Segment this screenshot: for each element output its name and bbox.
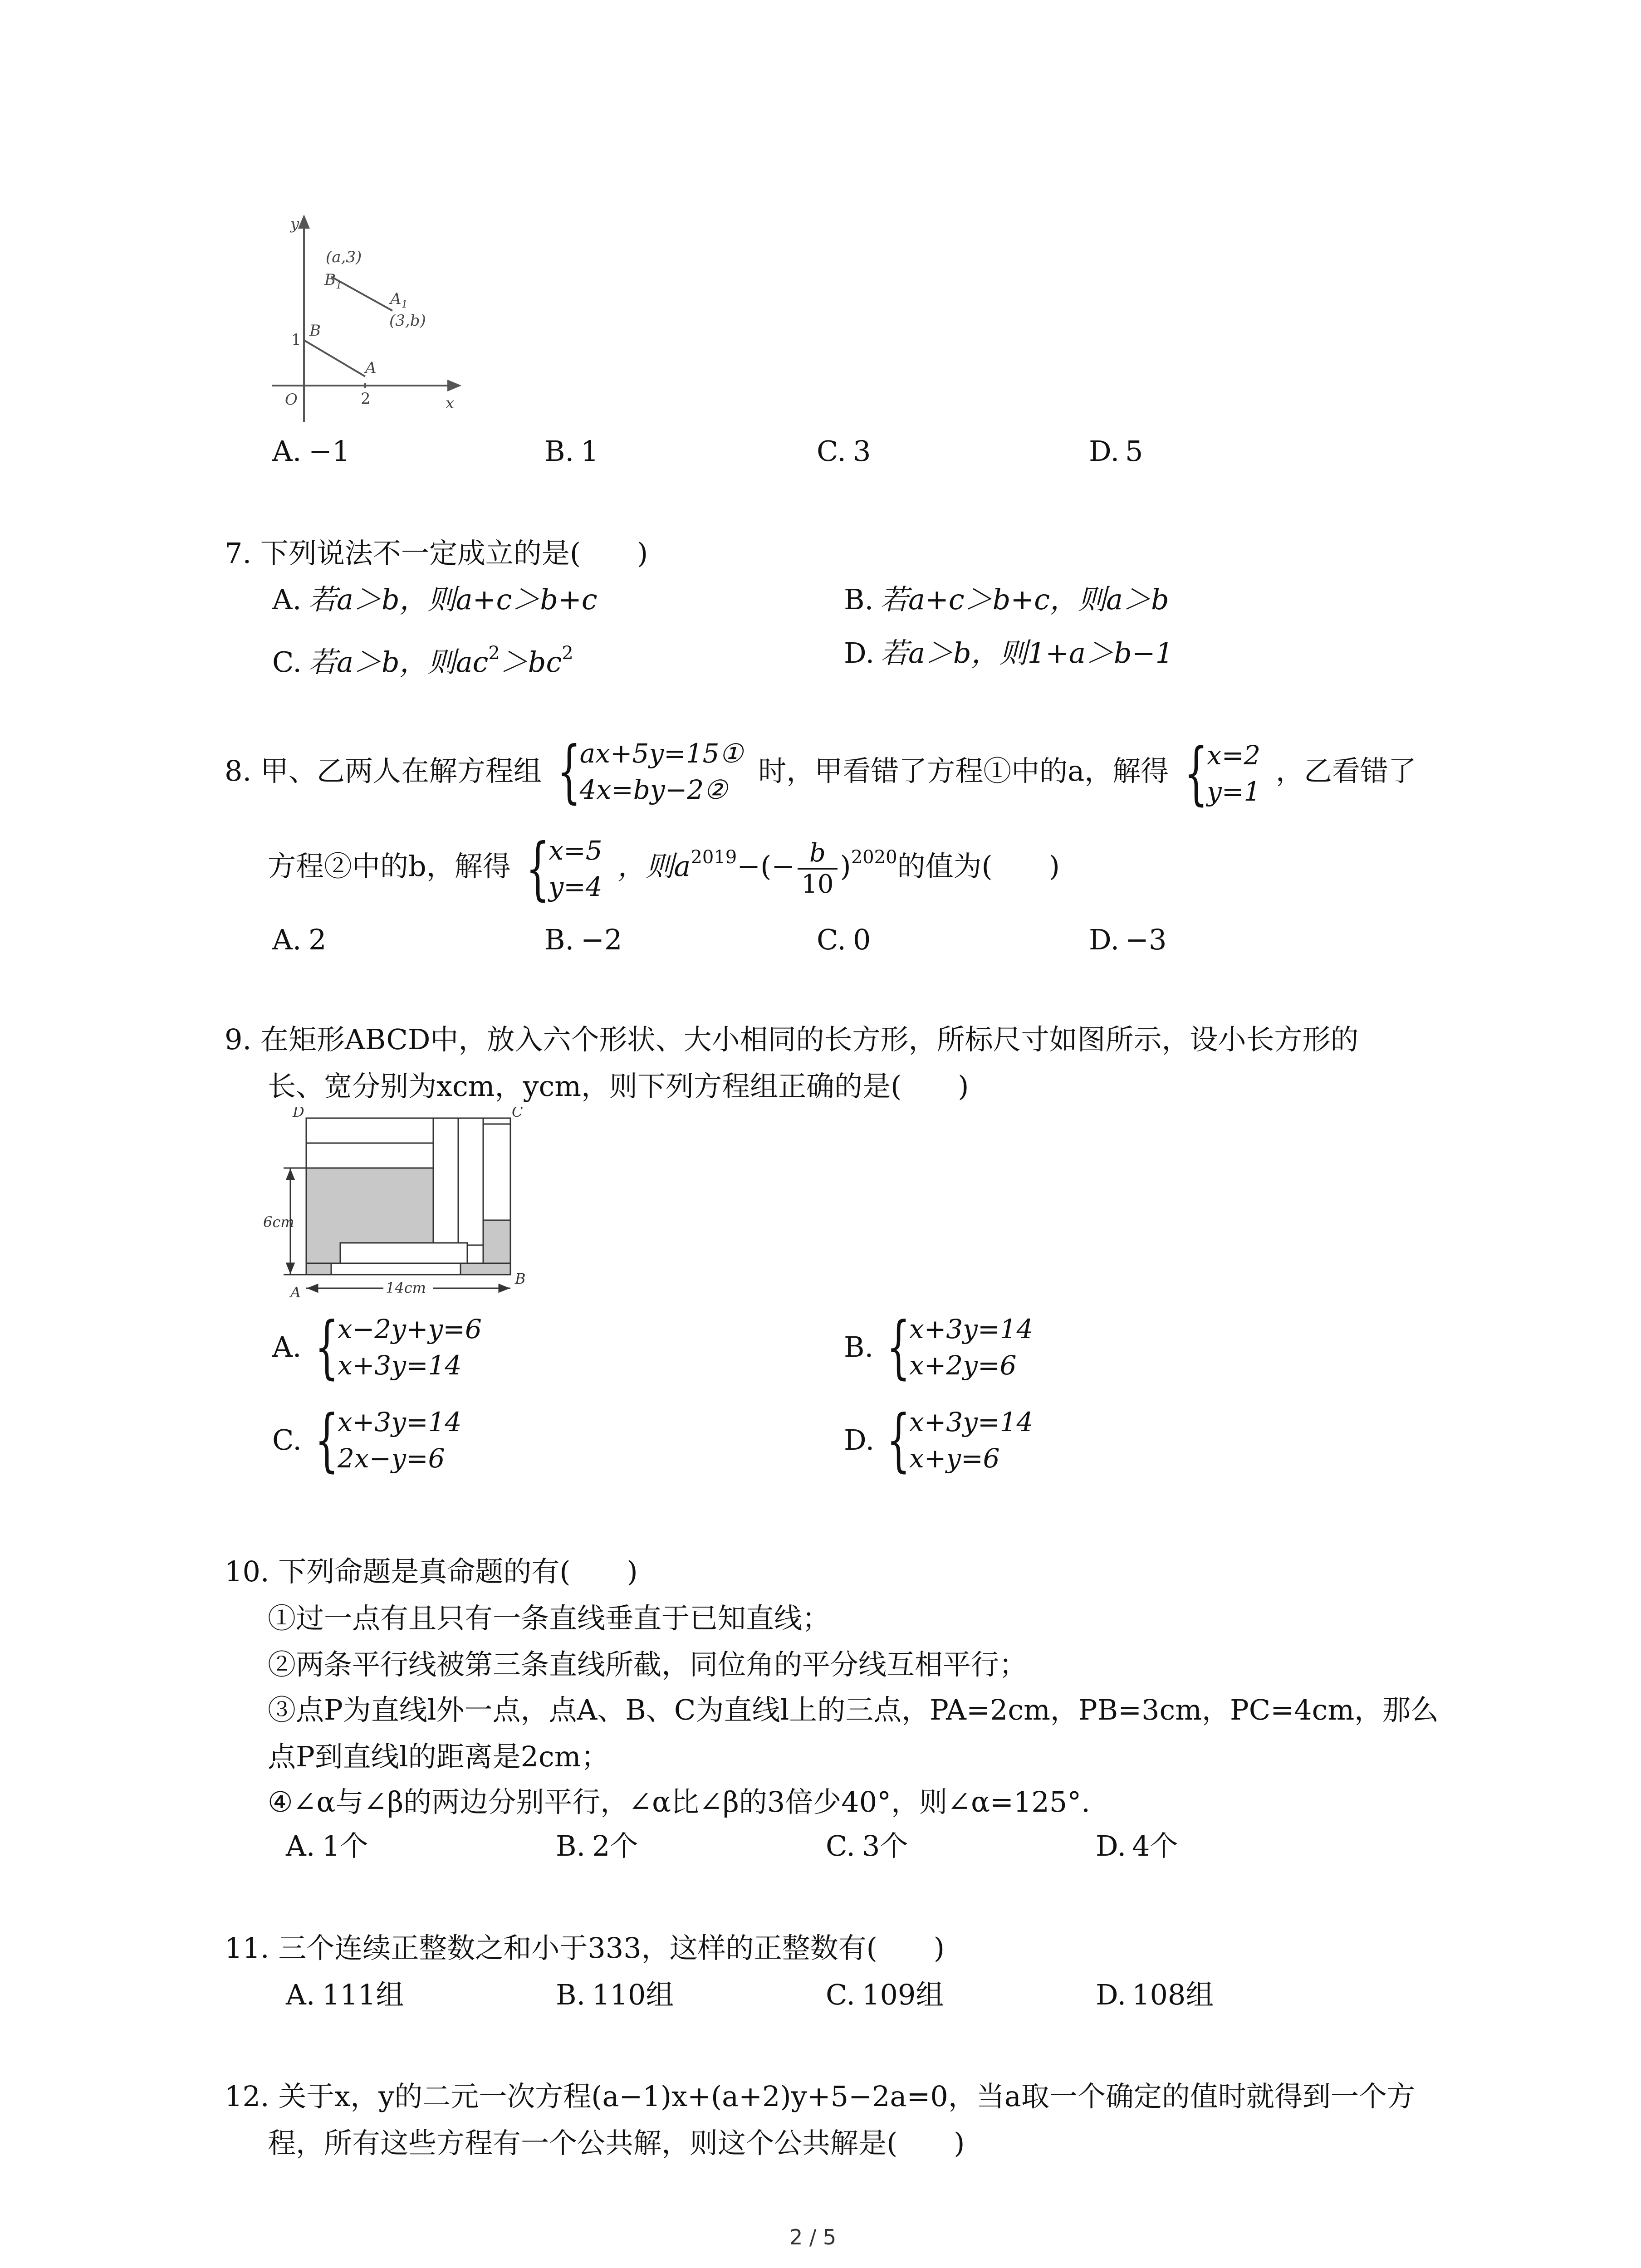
label-B1: $B_1$ (324, 271, 342, 291)
q9-option-a[interactable] (272, 1308, 488, 1387)
q8-option-a[interactable] (272, 922, 326, 958)
q11-option-b[interactable] (556, 1977, 674, 2013)
option-letter: B. (556, 1829, 586, 1862)
q8-fraction (798, 838, 837, 899)
q10-item-3-cont: 点P到直线l的距离是2cm； (268, 1740, 609, 1773)
origin-label: O (285, 391, 298, 409)
tick-2: 2 (361, 390, 371, 408)
q7-stem: 7. 下列说法不一定成立的是( ) (225, 537, 648, 570)
axis-x-label: x (446, 394, 455, 412)
q6-option-b[interactable] (544, 433, 598, 469)
q8-system-2: { x=2 y=1 (1184, 734, 1261, 813)
equation-row: x+3y=14 (909, 1314, 1034, 1344)
q9-line1: 9. 在矩形ABCD中，放入六个形状、大小相同的长方形，所标尺寸如图所示，设小长方形的 (225, 1023, 1359, 1056)
option-text: 2个 (592, 1829, 638, 1862)
vertex-C: C (512, 1107, 523, 1120)
q8-part5: ，则a (617, 850, 691, 883)
fraction-denominator: 10 (801, 869, 834, 899)
option-text-mid: ＞bc (500, 645, 562, 679)
option-text: 5 (1125, 435, 1143, 468)
option-letter: C. (272, 1423, 302, 1457)
label-A: A (365, 359, 377, 377)
q10-stem: 10. 下列命题是真命题的有( ) (225, 1555, 638, 1588)
option-letter: A. (272, 923, 302, 956)
page-number: 2 / 5 (789, 2225, 837, 2249)
q7-option-b[interactable] (844, 582, 1169, 618)
option-letter: C. (272, 645, 302, 679)
q9-option-c[interactable] (272, 1401, 468, 1480)
small-rect-4 (458, 1118, 483, 1245)
width-label: 14cm (386, 1279, 426, 1296)
option-letter: A. (286, 1978, 315, 2011)
q8-option-c[interactable] (817, 922, 871, 958)
option-text: 3 (853, 435, 871, 468)
y-arrow (299, 217, 309, 228)
option-letter: D. (1096, 1829, 1127, 1862)
label-A1: $A_1$ (390, 290, 408, 310)
equation-row: x−2y+y=6 (338, 1314, 482, 1344)
option-text: −3 (1125, 923, 1167, 956)
q8-system-3: { x=5 y=4 (526, 829, 603, 908)
q7-option-a[interactable] (272, 582, 598, 618)
q8-line1 (225, 732, 1416, 813)
option-letter: B. (844, 583, 874, 616)
q9-option-d[interactable] (844, 1401, 1039, 1480)
equation-row: x+3y=14 (338, 1350, 462, 1381)
option-letter: C. (817, 435, 846, 468)
option-letter: B. (556, 1978, 586, 2011)
q9-line2: 长、宽分别为xcm，ycm，则下列方程组正确的是( ) (268, 1070, 969, 1103)
q6-option-d[interactable] (1089, 433, 1143, 469)
q8-part8: 的值为( ) (897, 850, 1060, 883)
q8-line2 (268, 829, 1060, 908)
equation-row: x+3y=14 (338, 1407, 462, 1437)
q7-option-c[interactable] (272, 635, 573, 680)
q10-item-2: ②两条平行线被第三条直线所截，同位角的平分线互相平行； (268, 1648, 1028, 1681)
option-letter: D. (1089, 435, 1120, 468)
option-text: 1 (581, 435, 599, 468)
q11-stem: 11. 三个连续正整数之和小于333，这样的正整数有( ) (225, 1931, 945, 1965)
q10-item-4: ④∠α与∠β的两边分别平行，∠α比∠β的3倍少40°，则∠α=125°. (268, 1785, 1090, 1818)
small-rect-2 (306, 1143, 433, 1168)
option-letter: D. (1089, 923, 1120, 956)
option-text: 若a＞b，则a+c＞b+c (309, 583, 598, 616)
option-system: { x+3y=14 2x−y=6 (315, 1401, 462, 1480)
segment-BA (304, 340, 365, 376)
q10-item-3: ③点P为直线l外一点，点A、B、C为直线l上的三点，PA=2cm，PB=3cm，PC=4cm，那么 (268, 1693, 1439, 1726)
option-system: { x+3y=14 x+y=6 (887, 1401, 1034, 1480)
q12-line2: 程，所有这些方程有一个公共解，则这个公共解是( ) (268, 2126, 965, 2160)
option-letter: A. (272, 435, 302, 468)
option-text: 111组 (322, 1978, 404, 2011)
equation-row: y=4 (549, 871, 603, 902)
option-letter: D. (1096, 1978, 1127, 2011)
q8-part1: 8. 甲、乙两人在解方程组 (225, 754, 542, 788)
axis-y-label: y (290, 215, 299, 233)
option-letter: C. (826, 1829, 855, 1862)
option-text: 若a+c＞b+c，则a＞b (880, 583, 1169, 616)
option-sup: 2 (488, 643, 500, 664)
q11-option-a[interactable] (286, 1977, 404, 2013)
vertex-B: B (515, 1270, 526, 1287)
height-label: 6cm (263, 1213, 294, 1231)
q8-option-d[interactable] (1089, 922, 1166, 958)
q9-option-b[interactable] (844, 1308, 1039, 1387)
q8-part6: −(− (737, 850, 795, 883)
q10-option-b[interactable] (556, 1828, 638, 1864)
option-letter: A. (272, 583, 302, 616)
option-text-pre: 若a＞b，则ac (309, 645, 489, 679)
option-text: 1个 (322, 1829, 368, 1862)
q8-exp1: 2019 (691, 847, 737, 868)
option-text: 2 (309, 923, 327, 956)
option-sup: 2 (562, 643, 573, 664)
small-rect-5 (340, 1243, 467, 1263)
option-text: 0 (853, 923, 871, 956)
option-text: 110组 (592, 1978, 674, 2011)
option-letter: D. (844, 636, 875, 670)
small-rect-1 (306, 1118, 433, 1143)
equation-row: 4x=by−2② (579, 774, 728, 805)
equation-row: x+y=6 (909, 1443, 1000, 1474)
q11-option-c[interactable] (826, 1977, 944, 2013)
q10-option-a[interactable] (286, 1828, 368, 1864)
label-a3: (a,3) (326, 248, 362, 266)
option-letter: C. (817, 923, 846, 956)
q6-option-c[interactable] (817, 433, 871, 469)
label-B: B (309, 322, 321, 340)
q10-option-d[interactable] (1096, 1828, 1178, 1864)
equation-row: x=5 (549, 835, 603, 866)
q6-coordinate-figure (263, 209, 472, 426)
option-text: 4个 (1132, 1829, 1178, 1862)
option-letter: A. (272, 1330, 302, 1364)
option-system: { x−2y+y=6 x+3y=14 (315, 1308, 482, 1387)
q8-part3: ，乙看错了 (1275, 754, 1416, 788)
option-text: −2 (581, 923, 622, 956)
equation-row: y=1 (1206, 776, 1261, 807)
x-arrow (448, 381, 459, 390)
fraction-numerator: b (798, 838, 837, 870)
option-text: 若a＞b，则1+a＞b−1 (880, 636, 1174, 670)
q8-part7: ) (840, 850, 851, 883)
q10-item-1: ①过一点有且只有一条直线垂直于已知直线； (268, 1602, 831, 1635)
q7-option-d[interactable] (844, 635, 1173, 671)
q12-line1: 12. 关于x，y的二元一次方程(a−1)x+(a+2)y+5−2a=0，当a取一个确定的值时就得到一个方 (225, 2080, 1415, 2113)
option-letter: C. (826, 1978, 855, 2011)
option-letter: B. (544, 923, 574, 956)
q10-option-c[interactable] (826, 1828, 908, 1864)
q8-exp2: 2020 (851, 847, 897, 868)
equation-row: ax+5y=15① (579, 738, 743, 769)
option-letter: A. (286, 1829, 315, 1862)
q8-option-b[interactable] (544, 922, 622, 958)
q11-option-d[interactable] (1096, 1977, 1214, 2013)
q8-system-1: { ax+5y=15① 4x=by−2② (557, 732, 743, 811)
tick-1: 1 (291, 331, 301, 349)
label-3b: (3,b) (389, 312, 426, 330)
option-text: 3个 (862, 1829, 908, 1862)
option-letter: B. (544, 435, 574, 468)
equation-row: x+3y=14 (909, 1407, 1034, 1437)
vertex-A: A (290, 1284, 301, 1301)
q8-part4: 方程②中的b，解得 (268, 850, 511, 883)
option-text: −1 (309, 435, 350, 468)
small-rect-3 (433, 1118, 458, 1245)
option-letter: B. (844, 1330, 874, 1364)
q6-option-a[interactable] (272, 433, 350, 469)
equation-row: x=2 (1206, 740, 1261, 771)
vertex-D: D (293, 1107, 304, 1120)
equation-row: x+2y=6 (909, 1350, 1017, 1381)
option-text: 109组 (862, 1978, 944, 2011)
equation-row: 2x−y=6 (338, 1443, 445, 1474)
option-letter: D. (844, 1423, 875, 1457)
option-system: { x+3y=14 x+2y=6 (887, 1308, 1034, 1387)
small-rect-6 (331, 1263, 460, 1275)
option-text: 108组 (1132, 1978, 1214, 2011)
q8-part2: 时，甲看错了方程①中的a，解得 (758, 754, 1169, 788)
q9-rectangle-figure (263, 1107, 535, 1302)
